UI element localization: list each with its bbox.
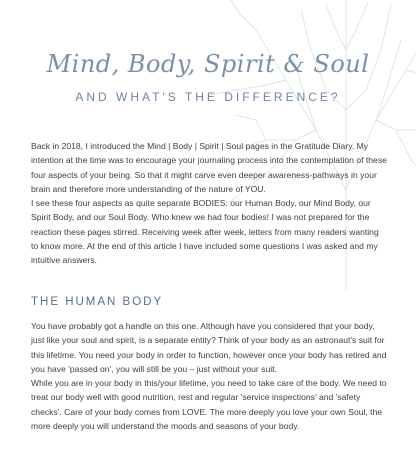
section-paragraph-1: You have probably got a handle on this one. Although have you considered that your body, just like your soul and spirit, is a separate entity? Think of your body as an astronaut's suit for this lifetime. You need your body in order to function, however once your body has retired and you have 'passed on', you will still be you – just without your suit. <box>31 321 387 374</box>
intro-section <box>31 139 387 268</box>
intro-paragraph-1: Back in 2018, I introduced the Mind | Body | Spirit | Soul pages in the Gratitude Diary. My intention at the time was to encourage your journaling process into the contemplation of these four aspects of your being. So that it might carve even deeper awareness-pathways in your brain and therefore more understanding of the nature of YOU. <box>31 141 387 194</box>
section-paragraph-2: While you are in your body in this/your lifetime, you need to take care of the body. We need to treat our body well with good nutrition, rest and regular 'service inspections' and 'safety checks'. Care of your body comes from LOVE. The more deeply you love your own Soul, the more deeply you will understand the moods and seasons of your body. <box>31 378 387 432</box>
page-subtitle: AND WHAT'S THE DIFFERENCE? <box>75 90 341 104</box>
page-title: Mind, Body, Spirit & Soul <box>46 50 370 78</box>
human-body-section <box>31 319 387 433</box>
section-heading: THE HUMAN BODY <box>31 296 164 308</box>
intro-paragraph-2: I see these four aspects as quite separate BODIES: our Human Body, our Mind Body, our Spirit Body, and our Soul Body. Who knew we had four bodies! I was not prepared for the reaction these pages stirred. Receiving week after week, letters from many readers wanting to know more. At the end of this article I have included some questions I was asked and my intuitive answers. <box>31 198 379 266</box>
